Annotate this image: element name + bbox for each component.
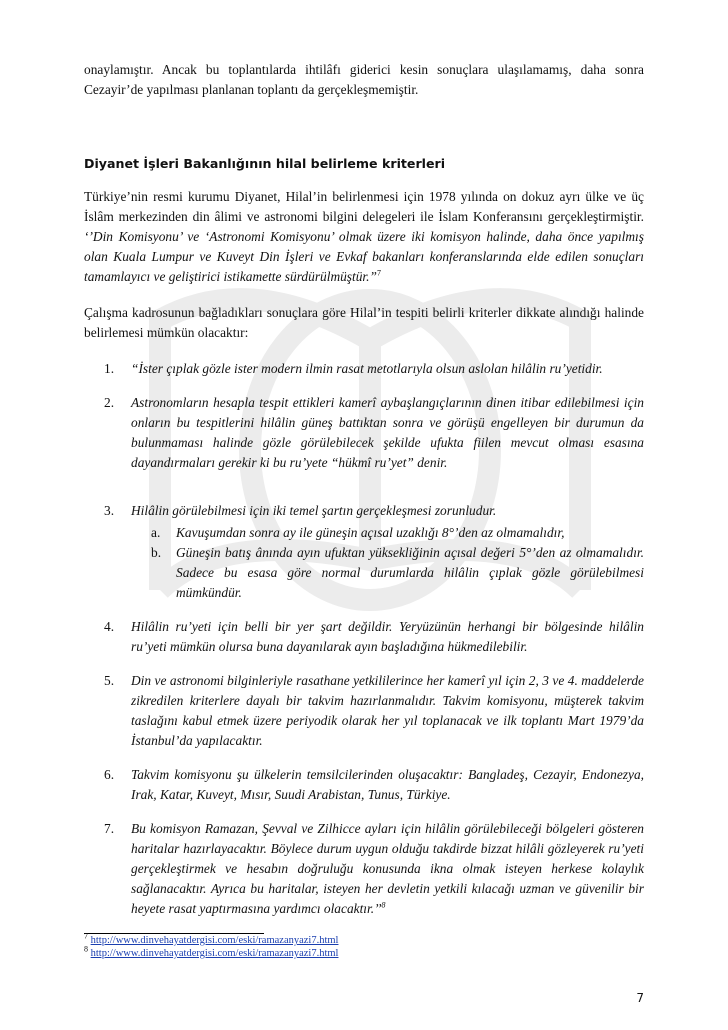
section-heading: Diyanet İşleri Bakanlığının hilal belirleme kriterleri	[84, 156, 446, 171]
intro-paragraph: onaylamıştır. Ancak bu toplantılarda ihtilâfı giderici kesin sonuçlara ulaşılamamış, daha sonra Cezayir’de yapılması planlanan toplantı da gerçekleşmemiştir.	[84, 62, 644, 97]
paragraph-diyanet-quote: ‘’Din Komisyonu’ ve ‘Astronomi Komisyonu’ olmak üzere iki komisyon halinde, daha önce yapılmış olan Kuala Lumpur ve Kuveyt Din İşleri ve Evkaf bakanları konferanslarında elde edilen sonuçları tamamlayıcı ve geliştirici istikamette sürdürülmüştür.”	[84, 229, 644, 284]
list-item: 5. Din ve astronomi bilginleriyle rasathane yetkililerince her kamerî yıl için 2, 3 ve 4. maddelerde zikredilen kriterlere dayalı bir takvim hazırlanmalıdır. Takvim komisyonu, müşterek takvim taslağını kabul etmek üzere periyodik olarak her yıl toplanacak ve ilk toplantı Mart 1979’da İstanbul’da yapılacaktır.	[104, 673, 644, 748]
list-item: 6. Takvim komisyonu şu ülkelerin temsilcilerinden oluşacaktır: Bangladeş, Cezayir, Endonezya, Irak, Katar, Kuveyt, Mısır, Suudi Arabistan, Tunus, Türkiye.	[104, 767, 644, 802]
footnote-link[interactable]: http://www.dinvehayatdergisi.com/eski/ramazanyazi7.html	[90, 948, 339, 959]
footnote-link[interactable]: http://www.dinvehayatdergisi.com/eski/ramazanyazi7.html	[90, 935, 339, 946]
list-item: 1. “İster çıplak gözle ister modern ilmin rasat metotlarıyla olsun aslolan hilâlin ru’yetidir.	[104, 361, 603, 376]
list-item: 4. Hilâlin ru’yeti için belli bir yer şart değildir. Yeryüzünün herhangi bir bölgesinde hilâlin ru’yeti mümkün olursa buna dayanılarak ayın başladığına hükmedilebilir.	[104, 619, 644, 654]
sub-list-item: a. Kavuşumdan sonra ay ile güneşin açısal uzaklığı 8°’den az olmamalıdır,	[151, 525, 565, 540]
footnote-8: $^8$ http://www.dinvehayatdergisi.com/eski/ramazanyazi7.html	[84, 944, 339, 959]
paragraph-diyanet-text: Türkiye’nin resmi kurumu Diyanet, Hilal’in belirlenmesi için 1978 yılında on dokuz ayrı ülke ve üç İslâm merkezinden din âlimi ve astronomi bilgini delegeleri ile İslam Konferansını gerçekleştirmiştir.	[84, 189, 644, 224]
footnote-7: $^7$ http://www.dinvehayatdergisi.com/eski/ramazanyazi7.html	[84, 931, 339, 946]
sub-list-item: b. Güneşin batış ânında ayın ufuktan yüksekliğinin açısal değeri 5°’den az olmamalıdır. Sadece bu esasa göre normal durumlarda hilâlin çıplak gözle görülebilmesi mümkündür.	[151, 545, 644, 600]
page-number: 7	[636, 991, 644, 1005]
list-item: 3. Hilâlin görülebilmesi için iki temel şartın gerçekleşmesi zorunludur. a. Kavuşumdan sonra ay ile güneşin açısal uzaklığı 8°’den az olmamalıdır, b. Güneşin batış ânında ayın ufuktan yüksekliğinin açısal değeri 5°’den az olmamalıdır. Sadece bu esasa göre normal durumlarda hilâlin çıplak gözle görülebilmesi mümkündür.	[84, 501, 644, 603]
footnote-ref-7: 7	[376, 268, 381, 278]
document-page	[84, 60, 644, 960]
list-item: 2. Astronomların hesapla tespit ettikleri kamerî aybaşlangıçlarının dinen itibar edilebilmesi için onların bu tespitlerini hilâlin güneş battıktan sonra ve görüşü engelleyen bir durumun da bulunmaması halinde gözle görülebilecek şekilde ufukta fiilen mevcut olması esasına dayandırmaları gerekir ki bu ru’yete “hükmî ru’yet” denir.	[104, 395, 644, 470]
paragraph-criteria-intro: Çalışma kadrosunun bağladıkları sonuçlara göre Hilal’in tespiti belirli kriterler dikkate alındığı halinde belirlemesi mümkün olacaktır:	[84, 305, 644, 340]
paragraph-diyanet	[84, 187, 644, 287]
sub-criteria-list	[131, 523, 644, 603]
criteria-list	[84, 359, 644, 919]
footnote-ref-8: 8	[381, 900, 386, 910]
list-item: 7. Bu komisyon Ramazan, Şevval ve Zilhicce ayları için hilâlin görülebileceği bölgeleri gösteren haritalar hazırlayacaktır. Böylece durum uygun olduğu takdirde bizzat hilâli gözleyerek ru’yeti gerçekleştirmek ve hesabın doğruluğu konusunda ikna olmak isteyen herkese kolaylık sağlanacaktır. Ayrıca bu haritalar, isteyen her devletin yetkili kılacağı uzman ve güvenilir bir heyete rasat yaptırmasına yardımcı olacaktır.’’$^8$	[104, 821, 644, 916]
